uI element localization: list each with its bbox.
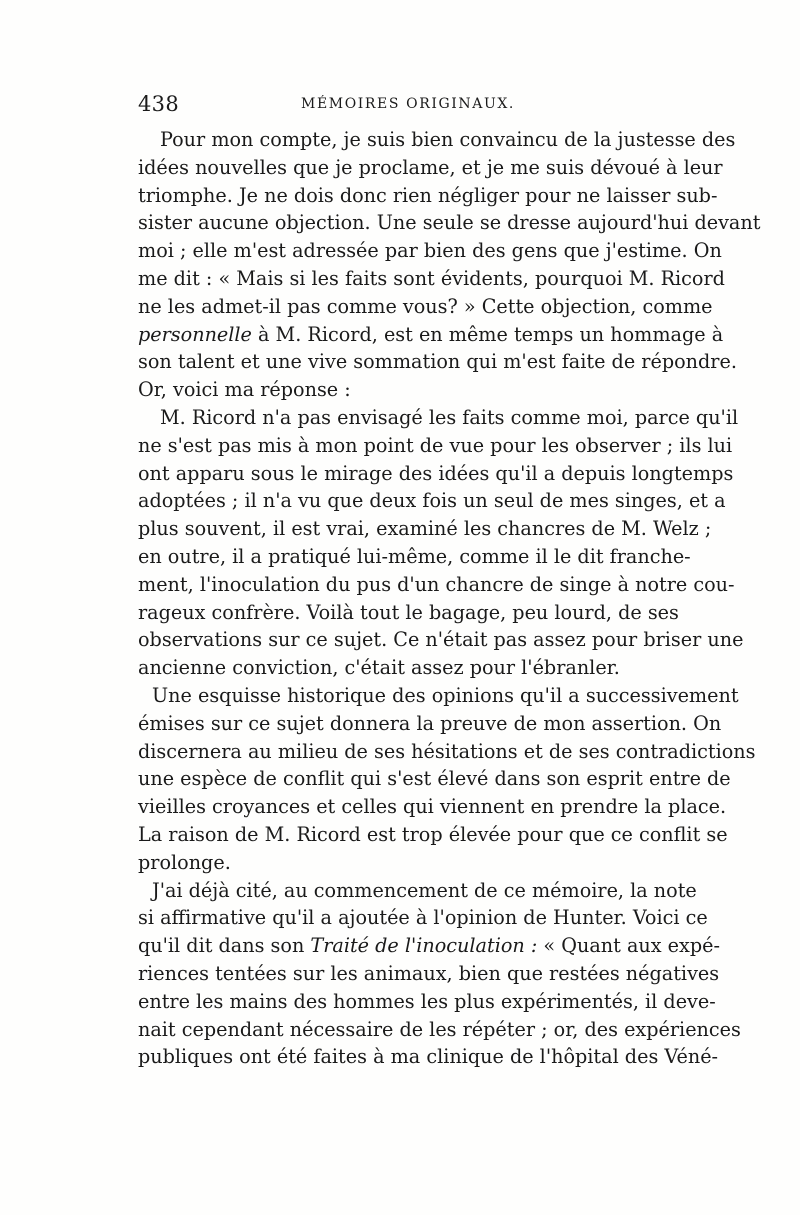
text-line <box>138 237 722 265</box>
text-line-segment: à M. Ricord, est en même temps un hommage à <box>251 322 724 346</box>
text-line <box>138 404 739 432</box>
text-line-segment: entre les mains des hommes les plus expérimentés, il deve- <box>138 989 716 1013</box>
text-line-segment: nait cependant nécessaire de les répéter ; or, des expériences <box>138 1017 741 1041</box>
text-line <box>138 710 722 738</box>
text-line-segment: me dit : « Mais si les faits sont évidents, pourquoi M. Ricord <box>138 266 725 290</box>
text-line <box>138 376 662 404</box>
text-line-segment: ont apparu sous le mirage des idées qu'il a depuis longtemps <box>138 461 734 485</box>
text-line-segment: Or, voici ma réponse : <box>138 378 351 402</box>
text-line-segment: rageux confrère. Voilà tout le bagage, peu lourd, de ses <box>138 600 679 624</box>
text-line-segment: ancienne conviction, c'était assez pour l'ébranler. <box>138 656 620 680</box>
text-line-segment: « Quant aux expé- <box>537 934 720 958</box>
text-line <box>138 432 733 460</box>
page-number: 438 <box>138 92 179 116</box>
text-line <box>138 960 720 988</box>
text-line-segment: La raison de M. Ricord est trop élevée pour que ce conflit se <box>138 822 728 846</box>
text-line-segment: ment, l'inoculation du pus d'un chancre de singe à notre cou- <box>138 572 735 596</box>
text-line-segment: ne les admet-il pas comme vous? » Cette objection, comme <box>138 294 713 318</box>
text-line <box>138 932 720 960</box>
text-line <box>138 209 761 237</box>
text-line <box>138 1043 719 1071</box>
text-line-italic-segment: Traité de l'inoculation : <box>310 934 538 958</box>
running-head <box>138 92 670 122</box>
text-line-segment: prolonge. <box>138 850 231 874</box>
text-line <box>138 265 725 293</box>
running-title: MÉMOIRES ORIGINAUX. <box>301 96 515 112</box>
text-line <box>138 348 737 376</box>
text-line-segment: Pour mon compte, je suis bien convaincu de la justesse des <box>160 128 736 151</box>
text-line <box>138 154 723 182</box>
text-line <box>138 793 727 821</box>
text-line-segment: son talent et une vive sommation qui m'est faite de répondre. <box>138 350 737 374</box>
text-line <box>138 599 679 627</box>
text-line <box>138 515 712 543</box>
text-line-segment: publiques ont été faites à ma clinique de l'hôpital des Véné- <box>138 1045 719 1069</box>
text-line-segment: si affirmative qu'il a ajoutée à l'opinion de Hunter. Voici ce <box>138 906 708 930</box>
text-line-segment: riences tentées sur les animaux, bien que restées négatives <box>138 961 720 985</box>
text-line-segment: vieilles croyances et celles qui viennent en prendre la place. <box>138 795 727 819</box>
text-line-segment: plus souvent, il est vrai, examiné les chancres de M. Welz ; <box>138 517 712 541</box>
text-line-segment: J'ai déjà cité, au commencement de ce mémoire, la note <box>152 878 697 902</box>
text-line <box>138 765 731 793</box>
text-line <box>138 321 724 349</box>
text-line-segment: M. Ricord n'a pas envisagé les faits comme moi, parce qu'il <box>160 405 739 429</box>
text-line <box>138 126 736 154</box>
text-line <box>138 460 734 488</box>
text-line-segment: une espèce de conflit qui s'est élevé dans son esprit entre de <box>138 767 731 791</box>
text-line <box>138 1016 741 1044</box>
text-line-segment: observations sur ce sujet. Ce n'était pas assez pour briser une <box>138 628 744 652</box>
text-line <box>138 571 735 599</box>
text-line <box>138 849 662 877</box>
text-line <box>138 821 728 849</box>
text-line <box>138 877 697 905</box>
text-line-segment: en outre, il a pratiqué lui-même, comme il le dit franche- <box>138 544 691 568</box>
text-line-segment: sister aucune objection. Une seule se dresse aujourd'hui devant <box>138 211 761 235</box>
text-line-segment: triomphe. Je ne dois donc rien négliger pour ne laisser sub- <box>138 183 718 207</box>
text-line-segment: émises sur ce sujet donnera la preuve de mon assertion. On <box>138 711 722 735</box>
text-line <box>138 543 691 571</box>
text-line-segment: Une esquisse historique des opinions qu'il a successivement <box>152 683 739 707</box>
text-line <box>138 182 718 210</box>
text-line-segment: moi ; elle m'est adressée par bien des gens que j'estime. On <box>138 239 722 263</box>
text-line <box>138 654 662 682</box>
text-line <box>138 904 708 932</box>
text-line-segment: discernera au milieu de ses hésitations et de ses contradictions <box>138 739 756 763</box>
text-line-segment: adoptées ; il n'a vu que deux fois un seul de mes singes, et a <box>138 489 726 513</box>
text-line <box>138 988 716 1016</box>
text-line <box>138 682 739 710</box>
text-line-segment: ne s'est pas mis à mon point de vue pour les observer ; ils lui <box>138 433 733 457</box>
body-text <box>138 126 761 1071</box>
text-line <box>138 626 744 654</box>
text-line-segment: idées nouvelles que je proclame, et je me suis dévoué à leur <box>138 155 723 179</box>
text-line-italic-segment: personnelle <box>138 322 252 346</box>
text-line-segment: qu'il dit dans son <box>138 934 311 958</box>
text-line <box>138 738 756 766</box>
text-line <box>138 487 726 515</box>
text-line <box>138 293 713 321</box>
